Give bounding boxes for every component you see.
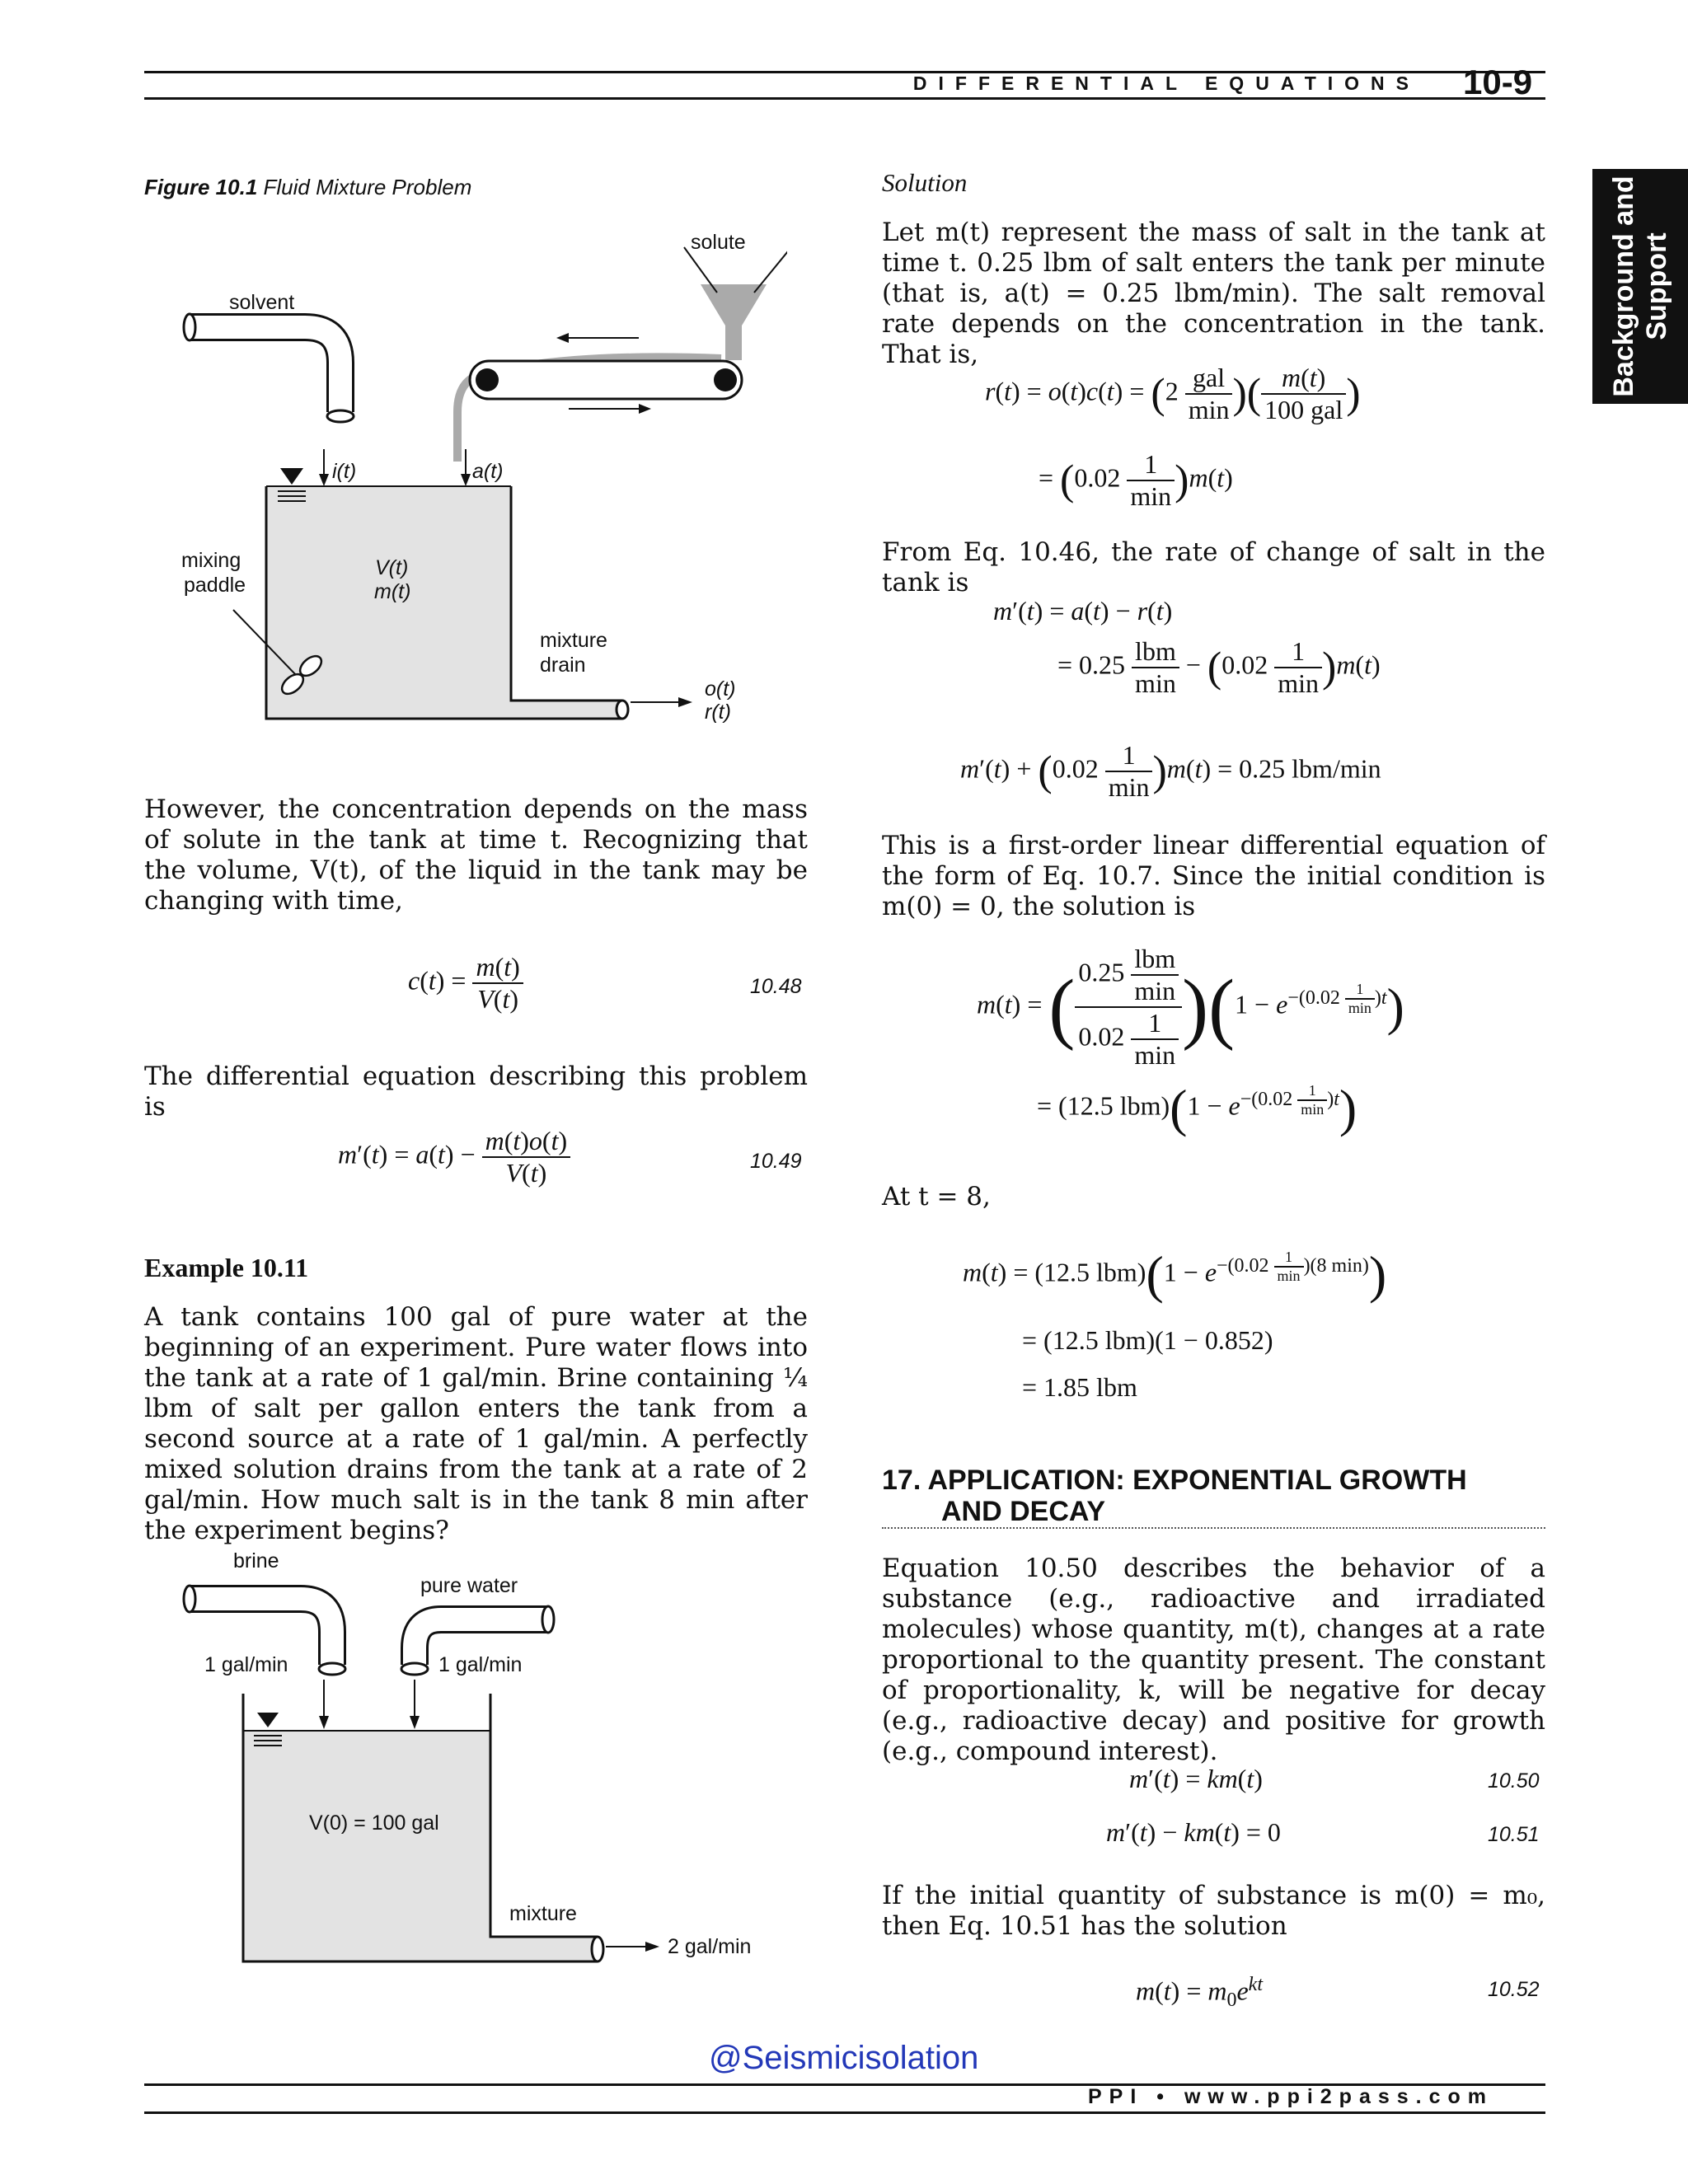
side-tab-label bbox=[1592, 169, 1688, 404]
label-brine: brine bbox=[233, 1549, 279, 1572]
side-tab-line1: Background and bbox=[1608, 176, 1639, 397]
left-paragraph-1: However, the concentration depends on the mass of solute in the tank at time t. Recognizing that the volume, V(t), of the liquid in the tank may be changing with time, bbox=[144, 794, 808, 916]
label-rate-in-2: 1 gal/min bbox=[438, 1653, 523, 1676]
equation-removal-rate: r(t) = o(t)c(t) = (2 $\frac{\text{gal}}{\min}$ )( $\frac{m(t)}{\text{100 gal}}$ ) bbox=[985, 363, 1361, 424]
side-tab-line2: Support bbox=[1641, 232, 1672, 340]
right-paragraph-1: Let m(t) represent the mass of salt in the tank at time t. 0.25 lbm of salt enters the tank per minute (that is, a(t) = 0.25 lbm/min). The salt removal rate depends on the concentration in the tank. That is, bbox=[882, 218, 1545, 369]
label-solute: solute bbox=[691, 231, 746, 254]
eq-number-10-50: 10.50 bbox=[1488, 1769, 1540, 1793]
section-divider bbox=[882, 1527, 1545, 1529]
footer-rule-bottom bbox=[144, 2111, 1545, 2114]
figure-caption-label: Figure 10.1 bbox=[144, 175, 258, 199]
label-V: V(t) bbox=[375, 556, 409, 579]
header-section-title: DIFFERENTIAL EQUATIONS bbox=[912, 73, 1420, 94]
solute-hopper bbox=[684, 247, 787, 360]
label-o: o(t) bbox=[705, 677, 736, 701]
label-r: r(t) bbox=[705, 701, 731, 724]
page-number: 10-9 bbox=[1463, 63, 1533, 101]
conveyor-belt bbox=[457, 333, 742, 462]
right-paragraph-4: At t = 8, bbox=[882, 1182, 991, 1212]
section-heading bbox=[882, 1465, 1467, 1527]
label-paddle: paddle bbox=[184, 574, 246, 597]
label-rate-out: 2 gal/min bbox=[668, 1935, 752, 1958]
right-paragraph-6: If the initial quantity of substance is m(0) = m₀, then Eq. 10.51 has the solution bbox=[882, 1881, 1545, 1941]
right-paragraph-3: This is a first-order linear differential equation of the form of Eq. 10.7. Since the initial condition is m(0) = 0, the solution is bbox=[882, 831, 1545, 921]
equation-10-51: m′(t) − km(t) = 0 bbox=[1106, 1817, 1281, 1847]
eq-number-10-48: 10.48 bbox=[750, 975, 802, 998]
equation-removal-rate-2: = (0.02 $\frac{1}{\min}$ )m(t) bbox=[1039, 449, 1233, 511]
section-title-line1: APPLICATION: EXPONENTIAL GROWTH bbox=[927, 1465, 1467, 1496]
label-pure-water: pure water bbox=[420, 1574, 518, 1597]
example-text: A tank contains 100 gal of pure water at the beginning of an experiment. Pure water flows into the tank at a rate of 1 gal/min. Brine containing ¹⁄₄ lbm of salt per gallon enters the tank from a second source at a rate of 1 gal/min. A perfectly mixed solution drains from the tank at a rate of 2 gal/min. How much salt is in the tank 8 min after the experiment begins? bbox=[144, 1302, 808, 1545]
eq-number-10-51: 10.51 bbox=[1488, 1823, 1540, 1846]
water-level-icon-2 bbox=[254, 1713, 282, 1746]
equation-ode: m′(t) + (0.02 $\frac{1}{\min}$ )m(t) = 0.25 lbm/min bbox=[960, 740, 1381, 802]
right-paragraph-5: Equation 10.50 describes the behavior of a substance (e.g., radioactive and irradiated molecules) whose quantity, m(t), changes at a rate proportional to the quantity present. The constant of proportionality, k, will be negative for decay (e.g., radioactive decay) and positive for growth (e.g., compound interest). bbox=[882, 1554, 1545, 1766]
fluid-mixture-diagram bbox=[144, 214, 787, 742]
equation-rate-change: m′(t) = a(t) − r(t) bbox=[993, 596, 1173, 626]
eq-number-10-49: 10.49 bbox=[750, 1150, 802, 1173]
side-tab bbox=[1592, 169, 1688, 404]
right-paragraph-2: From Eq. 10.46, the rate of change of salt in the tank is bbox=[882, 537, 1545, 598]
equation-10-49: m′(t) = a(t) − $\frac{m(t)o(t)}{V(t)}$ bbox=[338, 1126, 570, 1188]
equation-solution-2: = (12.5 $lbm)(1 - e^{-(0.02 \frac{1}{\min} )t})$ bbox=[1037, 1079, 1357, 1137]
equation-10-50: m′(t) = km(t) bbox=[1129, 1764, 1263, 1793]
tank bbox=[266, 486, 628, 719]
figure-caption-text: Fluid Mixture Problem bbox=[263, 175, 472, 199]
section-number: 17. bbox=[882, 1465, 921, 1496]
label-rate-in-1: 1 gal/min bbox=[204, 1653, 288, 1676]
label-solvent: solvent bbox=[229, 291, 295, 314]
equation-rate-change-2: = 0.25 $\frac{\text{lbm}}{\min}$ − (0.02 $\frac{1}{\min}$ )m(t) bbox=[1057, 636, 1381, 698]
footer-text: PPI • www.ppi2pass.com bbox=[1088, 2085, 1494, 2108]
label-a: a(t) bbox=[472, 460, 504, 483]
header-rule-bottom bbox=[144, 97, 1545, 100]
equation-10-52: $m(t) = m_0e^{kt}$ bbox=[1136, 1974, 1263, 2012]
label-volume: V(0) = 100 gal bbox=[309, 1811, 439, 1835]
equation-solution: m(t) = ( 0.25 $\frac{\text{lbm}}{\min}$ 0.02 $\frac{1}{\min}$ )$(1 - e^{-(0.02 \frac{1}{\min} )t})$ bbox=[977, 944, 1404, 1070]
section-title-line2: AND DECAY bbox=[941, 1496, 1106, 1527]
label-m: m(t) bbox=[374, 580, 411, 603]
label-mixture: mixture bbox=[540, 629, 607, 652]
label-drain: drain bbox=[540, 654, 586, 677]
equation-result-a: = (12.5 lbm)(1 − 0.852) bbox=[1022, 1325, 1273, 1355]
eq-number-10-52: 10.52 bbox=[1488, 1978, 1540, 2001]
equation-result-b: = 1.85 lbm bbox=[1022, 1372, 1137, 1402]
example-title: Example 10.11 bbox=[144, 1253, 309, 1282]
equation-evaluated: m(t) = (12.5 $lbm)(1 - e^{-(0.02 \frac{1}{\min} )(8 min)})$ bbox=[963, 1245, 1387, 1304]
label-mixing: mixing bbox=[181, 549, 241, 572]
left-paragraph-2: The differential equation describing this problem is bbox=[144, 1062, 808, 1122]
solution-label: Solution bbox=[882, 168, 968, 197]
solvent-pipe bbox=[184, 314, 354, 422]
figure-caption bbox=[144, 175, 471, 200]
watermark: @Seismicisolation bbox=[709, 2040, 979, 2076]
label-mixture-2: mixture bbox=[509, 1902, 577, 1925]
equation-10-48: c(t) = $\frac{m(t)}{V(t)}$ bbox=[408, 952, 523, 1015]
label-i: i(t) bbox=[332, 460, 357, 483]
water-level-icon bbox=[278, 468, 306, 501]
brine-tank-diagram bbox=[144, 1541, 787, 1970]
